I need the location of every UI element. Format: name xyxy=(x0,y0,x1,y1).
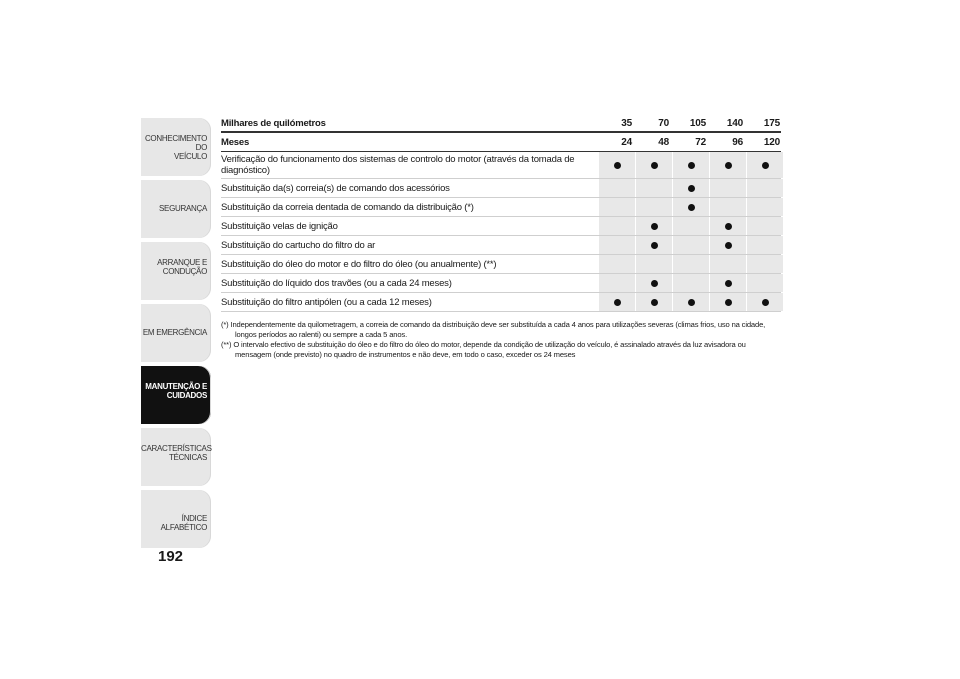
header-cell: 70 xyxy=(658,117,669,129)
header-cell: 24 xyxy=(621,136,632,148)
dot-icon xyxy=(725,162,732,169)
header-cell: 105 xyxy=(689,117,706,129)
header-cell: 48 xyxy=(658,136,669,148)
tab-indice-alfabetico[interactable] xyxy=(141,490,211,548)
page-number: 192 xyxy=(158,548,184,565)
schedule-cell xyxy=(673,274,709,292)
schedule-cell xyxy=(747,255,783,273)
schedule-cell xyxy=(636,274,672,292)
schedule-cell xyxy=(599,179,635,197)
header-cell: 140 xyxy=(726,117,743,129)
table-row xyxy=(221,179,781,198)
table-row xyxy=(221,274,781,293)
tab-manutencao-e-cuidados[interactable] xyxy=(141,366,211,424)
schedule-cell xyxy=(636,217,672,235)
schedule-cell xyxy=(636,198,672,216)
schedule-cell xyxy=(599,274,635,292)
schedule-cell xyxy=(599,152,635,178)
schedule-cell xyxy=(710,198,746,216)
footnote-oil-change: (**) O intervalo efectivo de substituição do óleo e do filtro do óleo do motor, depende da condição de utilização do veículo, é assinalado através da luz avisadora ou mensagem (onde previsto) no quadro de instrumentos e não deve, em todo o caso, exceder os 24 meses xyxy=(221,340,746,359)
schedule-cell xyxy=(747,152,783,178)
header-cell: 175 xyxy=(763,117,780,129)
row-label: Substituição do líquido dos travões (ou a cada 24 meses) xyxy=(221,277,452,289)
schedule-cell xyxy=(673,152,709,178)
tab-label: VEÍCULO xyxy=(173,152,207,161)
dot-icon xyxy=(762,299,769,306)
schedule-cell xyxy=(636,236,672,254)
tab-label: CONHECIMENTO DO xyxy=(144,134,207,152)
dot-icon xyxy=(688,162,695,169)
schedule-cell xyxy=(599,236,635,254)
schedule-cell xyxy=(710,152,746,178)
dot-icon xyxy=(725,299,732,306)
schedule-cell xyxy=(747,293,783,311)
table-header-km xyxy=(221,115,781,133)
dot-icon xyxy=(688,185,695,192)
schedule-cell xyxy=(747,198,783,216)
dot-icon xyxy=(688,204,695,211)
maintenance-schedule-table xyxy=(221,115,781,312)
row-label: Substituição do filtro antipólen (ou a cada 12 meses) xyxy=(221,296,432,308)
header-label: Meses xyxy=(221,136,250,148)
schedule-cell xyxy=(747,179,783,197)
footnote-timing-belt: (*) Independentemente da quilometragem, a correia de comando da distribuição deve ser substituída a cada 4 anos para utilizações severas (climas frios, uso na cidade, longos períodos ao ralenti) ou sempre a cada 5 anos. xyxy=(221,320,766,339)
schedule-cell xyxy=(599,217,635,235)
tab-label: ÍNDICE ALFABÉTICO xyxy=(160,514,207,532)
table-row xyxy=(221,152,781,179)
schedule-cell xyxy=(636,255,672,273)
schedule-cell xyxy=(636,293,672,311)
table-body xyxy=(221,152,781,312)
dot-icon xyxy=(725,242,732,249)
schedule-cell xyxy=(710,236,746,254)
row-label: Substituição velas de ignição xyxy=(221,220,338,232)
dot-icon xyxy=(651,223,658,230)
dot-icon xyxy=(688,299,695,306)
schedule-cell xyxy=(710,293,746,311)
table-row xyxy=(221,293,781,312)
dot-icon xyxy=(725,280,732,287)
schedule-cell xyxy=(673,293,709,311)
dot-icon xyxy=(614,162,621,169)
tab-caracteristicas-tecnicas[interactable] xyxy=(141,428,211,486)
dot-icon xyxy=(614,299,621,306)
tab-label: TÉCNICAS xyxy=(168,453,207,462)
dot-icon xyxy=(651,162,658,169)
table-row xyxy=(221,255,781,274)
header-cell: 96 xyxy=(732,136,743,148)
tab-label: EM EMERGÊNCIA xyxy=(142,328,207,337)
dot-icon xyxy=(651,299,658,306)
schedule-cell xyxy=(747,217,783,235)
table-row xyxy=(221,198,781,217)
tab-em-emergencia[interactable] xyxy=(141,304,211,362)
schedule-cell xyxy=(673,236,709,254)
tab-arranque-e-conducao[interactable] xyxy=(141,242,211,300)
tab-label: CONDUÇÃO xyxy=(162,267,207,276)
row-label: Substituição do óleo do motor e do filtro do óleo (ou anualmente) (**) xyxy=(221,258,497,270)
schedule-cell xyxy=(599,255,635,273)
tab-label: SEGURANÇA xyxy=(159,204,207,213)
schedule-cell xyxy=(710,255,746,273)
tab-label: CUIDADOS xyxy=(166,391,207,400)
dot-icon xyxy=(762,162,769,169)
tab-label: ARRANQUE E xyxy=(157,258,207,267)
header-cell: 35 xyxy=(621,117,632,129)
dot-icon xyxy=(651,242,658,249)
dot-icon xyxy=(725,223,732,230)
header-cell: 120 xyxy=(763,136,780,148)
schedule-cell xyxy=(673,179,709,197)
table-header-months xyxy=(221,133,781,152)
tab-label: MANUTENÇÃO E xyxy=(145,382,207,391)
schedule-cell xyxy=(636,179,672,197)
row-label: Substituição da correia dentada de comando da distribuição (*) xyxy=(221,201,474,213)
tab-conhecimento-do-veiculo[interactable] xyxy=(141,118,211,176)
tab-seguranca[interactable] xyxy=(141,180,211,238)
schedule-cell xyxy=(710,217,746,235)
dot-icon xyxy=(651,280,658,287)
schedule-cell xyxy=(710,274,746,292)
schedule-cell xyxy=(747,236,783,254)
schedule-cell xyxy=(710,179,746,197)
schedule-cell xyxy=(636,152,672,178)
header-cell: 72 xyxy=(695,136,706,148)
tab-label: CARACTERÍSTICAS xyxy=(141,444,212,453)
table-row xyxy=(221,217,781,236)
row-label: Verificação do funcionamento dos sistemas de controlo do motor (através da tomada de diagnóstico) xyxy=(221,154,575,176)
table-row xyxy=(221,236,781,255)
schedule-cell xyxy=(673,217,709,235)
row-label: Substituição do cartucho do filtro do ar xyxy=(221,239,376,251)
schedule-cell xyxy=(599,198,635,216)
schedule-cell xyxy=(747,274,783,292)
footnotes xyxy=(221,320,781,360)
schedule-cell xyxy=(599,293,635,311)
row-label: Substituição da(s) correia(s) de comando dos acessórios xyxy=(221,182,450,194)
schedule-cell xyxy=(673,255,709,273)
schedule-cell xyxy=(673,198,709,216)
header-label: Milhares de quilómetros xyxy=(221,117,326,129)
